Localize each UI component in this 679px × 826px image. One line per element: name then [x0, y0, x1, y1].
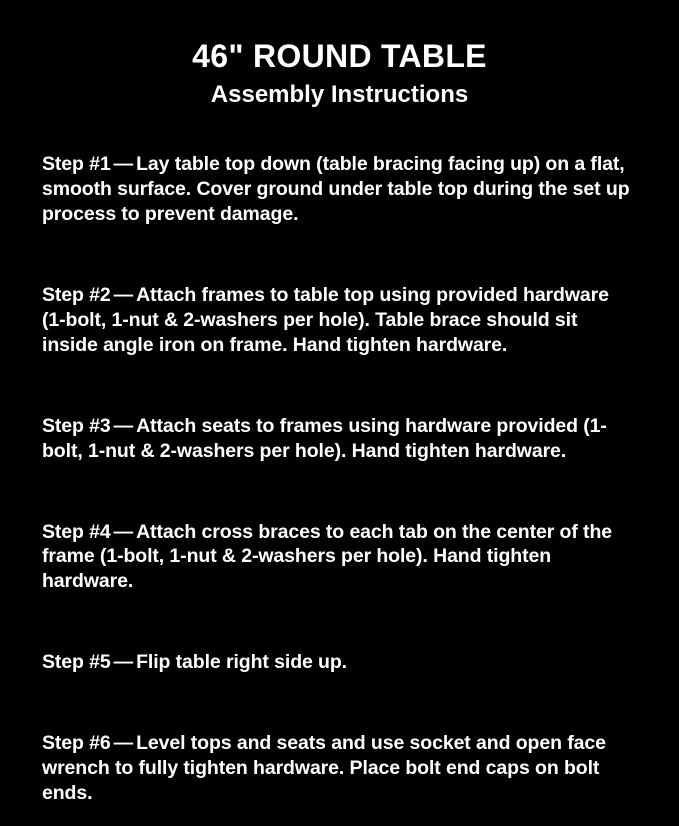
step-label: Step #4 [42, 520, 111, 543]
step-separator: — [113, 414, 134, 437]
step-separator: — [113, 520, 134, 543]
step-label: Step #3 [42, 414, 111, 437]
step-item [42, 731, 637, 806]
step-text: Attach seats to frames using hardware provided (1-bolt, 1-nut & 2-washers per hole). Hand tighten hardware. [42, 414, 607, 462]
step-item [42, 414, 637, 464]
step-text: Attach cross braces to each tab on the center of the frame (1-bolt, 1-nut & 2-washers per hole). Hand tighten hardware. [42, 520, 612, 593]
step-separator: — [113, 651, 134, 674]
step-separator: — [113, 152, 134, 175]
step-label: Step #1 [42, 152, 111, 175]
step-label: Step #5 [42, 651, 111, 674]
step-text: Attach frames to table top using provided hardware (1-bolt, 1-nut & 2-washers per hole). Table brace should sit inside angle iron on frame. Hand tighten hardware. [42, 283, 609, 356]
step-item [42, 152, 637, 227]
steps-list [42, 132, 637, 825]
step-separator: — [113, 732, 134, 755]
page-subtitle: Assembly Instructions [210, 80, 469, 108]
step-text: Lay table top down (table bracing facing up) on a flat, smooth surface. Cover ground under table top during the set up process to prevent damage. [42, 152, 630, 225]
step-text: Level tops and seats and use socket and open face wrench to fully tighten hardware. Place bolt end caps on bolt ends. [42, 732, 606, 805]
step-item [42, 520, 637, 595]
step-label: Step #2 [42, 283, 111, 306]
step-label: Step #6 [42, 732, 111, 755]
step-text: Flip table right side up. [136, 651, 348, 674]
step-item [42, 283, 637, 358]
step-item [42, 650, 637, 675]
page-title: 46" ROUND TABLE [192, 38, 487, 74]
step-separator: — [113, 283, 134, 306]
